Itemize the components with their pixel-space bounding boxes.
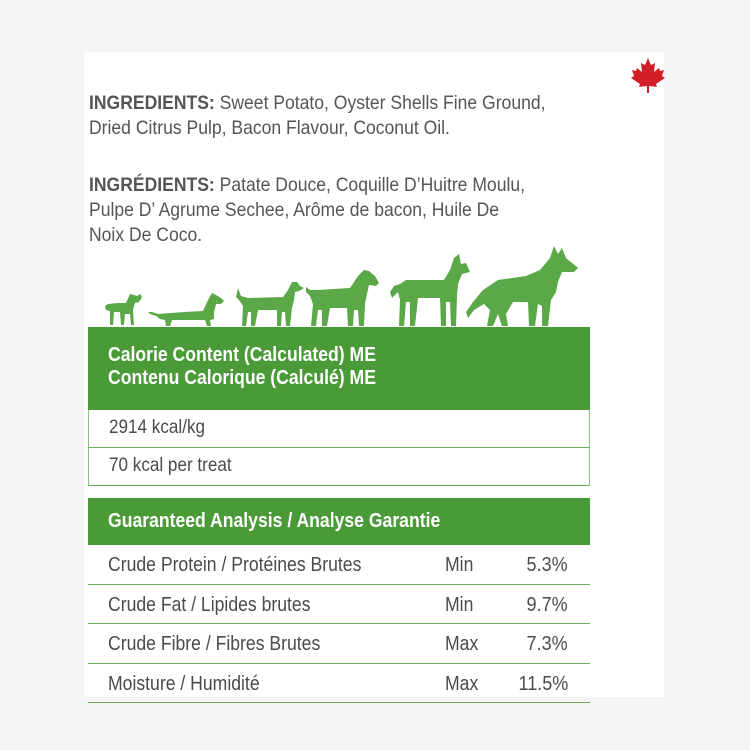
calorie-per-kg-row — [88, 410, 590, 448]
analysis-name: Moisture / Humidité — [108, 672, 260, 695]
nutrition-table — [88, 327, 590, 703]
analysis-row — [88, 624, 590, 664]
calorie-content-header — [88, 327, 590, 410]
ingredients-fr-line1: Patate Douce, Coquille D’Huitre Moulu, — [214, 174, 525, 196]
ingredients-fr-line3: Noix De Coco. — [89, 224, 203, 246]
calorie-per-kg: 2914 kcal/kg — [109, 417, 206, 438]
analysis-value: 7.3% — [526, 633, 568, 655]
calorie-per-treat-row — [88, 448, 590, 486]
analysis-row — [88, 664, 590, 704]
dog-sizes-silhouette-icon — [88, 240, 590, 330]
ingredients-english — [89, 91, 629, 141]
ingredients-french — [89, 173, 593, 248]
analysis-name: Crude Protein / Protéines Brutes — [108, 554, 362, 576]
analysis-row — [88, 545, 590, 585]
ingredients-fr-line2: Pulpe D’ Agrume Sechee, Arôme de bacon, Huile De — [89, 199, 500, 221]
analysis-value: 9.7% — [526, 593, 568, 616]
ingredients-fr-label: INGRÉDIENTS: — [89, 174, 215, 196]
section-spacer — [88, 486, 590, 498]
analysis-value: 5.3% — [526, 554, 568, 576]
ingredients-en-line2: Dried Citrus Pulp, Bacon Flavour, Coconut Oil. — [89, 117, 450, 139]
analysis-qualifier: Max — [445, 672, 479, 695]
guaranteed-analysis-header — [88, 498, 590, 545]
analysis-qualifier: Max — [445, 633, 479, 655]
ingredients-en-label: INGREDIENTS: — [89, 92, 215, 114]
analysis-qualifier: Min — [445, 554, 474, 576]
maple-leaf-icon — [628, 55, 668, 95]
calorie-heading-en: Calorie Content (Calculated) ME — [108, 344, 376, 366]
analysis-name: Crude Fibre / Fibres Brutes — [108, 633, 321, 655]
analysis-qualifier: Min — [445, 593, 474, 616]
calorie-per-treat: 70 kcal per treat — [109, 455, 232, 476]
guaranteed-analysis-heading: Guaranteed Analysis / Analyse Garantie — [108, 510, 441, 532]
analysis-name: Crude Fat / Lipides brutes — [108, 593, 311, 616]
analysis-value: 11.5% — [518, 672, 568, 695]
analysis-row — [88, 585, 590, 625]
calorie-heading-fr: Contenu Calorique (Calculé) ME — [108, 367, 376, 389]
ingredients-en-line1: Sweet Potato, Oyster Shells Fine Ground, — [214, 92, 546, 114]
